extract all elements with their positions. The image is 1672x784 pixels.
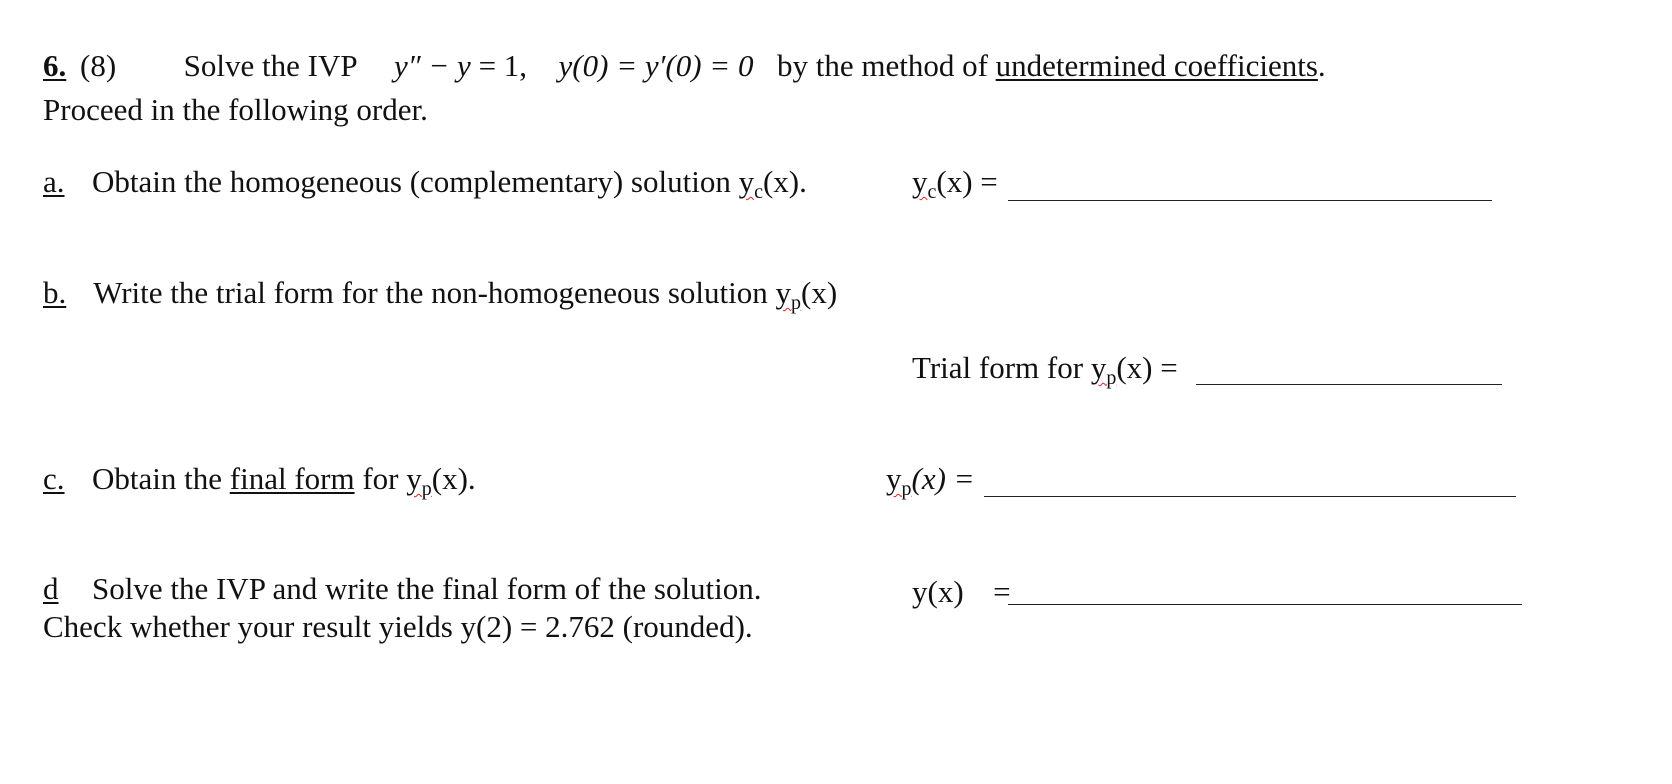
part-b-answer-label: Trial form for $y_p(x)$ = — [912, 350, 1178, 389]
problem-number: 6. — [43, 48, 67, 83]
part-b-answer-blank[interactable] — [1196, 384, 1502, 385]
solve-text: Solve the IVP — [183, 48, 357, 83]
problem-points: (8) — [80, 48, 117, 83]
part-a-label: a. — [43, 164, 65, 199]
part-c-question — [43, 463, 476, 499]
part-a-text: Obtain the homogeneous (complementary) solution — [92, 164, 731, 199]
part-a-fn-arg: (x). — [762, 164, 807, 199]
part-a-answer-blank[interactable] — [1008, 200, 1492, 201]
part-b-fn-arg: (x) — [801, 275, 838, 310]
part-c-fn: $y_p$ — [406, 461, 432, 500]
part-c-text-before: Obtain the — [92, 461, 223, 496]
method-period: . — [1317, 48, 1326, 83]
part-a-answer-label: $y_c(x)$ = — [912, 164, 998, 203]
method-prefix: by the method of — [776, 48, 988, 83]
part-b-label: b. — [43, 275, 67, 310]
problem-header — [43, 50, 1326, 81]
part-c-answer-blank[interactable] — [984, 496, 1516, 497]
part-b-question — [43, 277, 837, 313]
part-d-check-text: Check whether your result yields y(2) = 2.762 (rounded). — [43, 609, 753, 644]
part-c-text-underlined: final form — [229, 461, 355, 496]
part-b-text: Write the trial form for the non-homogeneous solution — [93, 275, 768, 310]
part-c-label: c. — [43, 461, 65, 496]
part-d-label: d — [43, 571, 59, 606]
part-b-fn: $y_p$ — [775, 275, 802, 314]
proceed-text: Proceed in the following order. — [43, 92, 428, 127]
equation-lhs: y″ − y — [393, 48, 471, 83]
initial-conditions: y(0) = y′(0) = 0 — [558, 48, 754, 83]
method-name: undetermined coefficients — [995, 48, 1318, 83]
equation-eq: = — [470, 48, 504, 83]
equation-rhs: 1, — [503, 48, 528, 83]
part-d-text: Solve the IVP and write the final form of the solution. — [92, 571, 762, 606]
part-c-text-after: for — [362, 461, 399, 496]
part-d-question — [43, 573, 762, 604]
part-c-fn-arg: (x). — [431, 461, 476, 496]
part-a-question — [43, 166, 807, 202]
part-d-answer-label: y(x) = — [912, 574, 1011, 609]
part-a-fn: $y_c$ — [738, 164, 763, 203]
part-c-answer-label: $y_p(x)$ = — [886, 461, 975, 500]
part-d-answer-blank[interactable] — [1008, 604, 1522, 605]
